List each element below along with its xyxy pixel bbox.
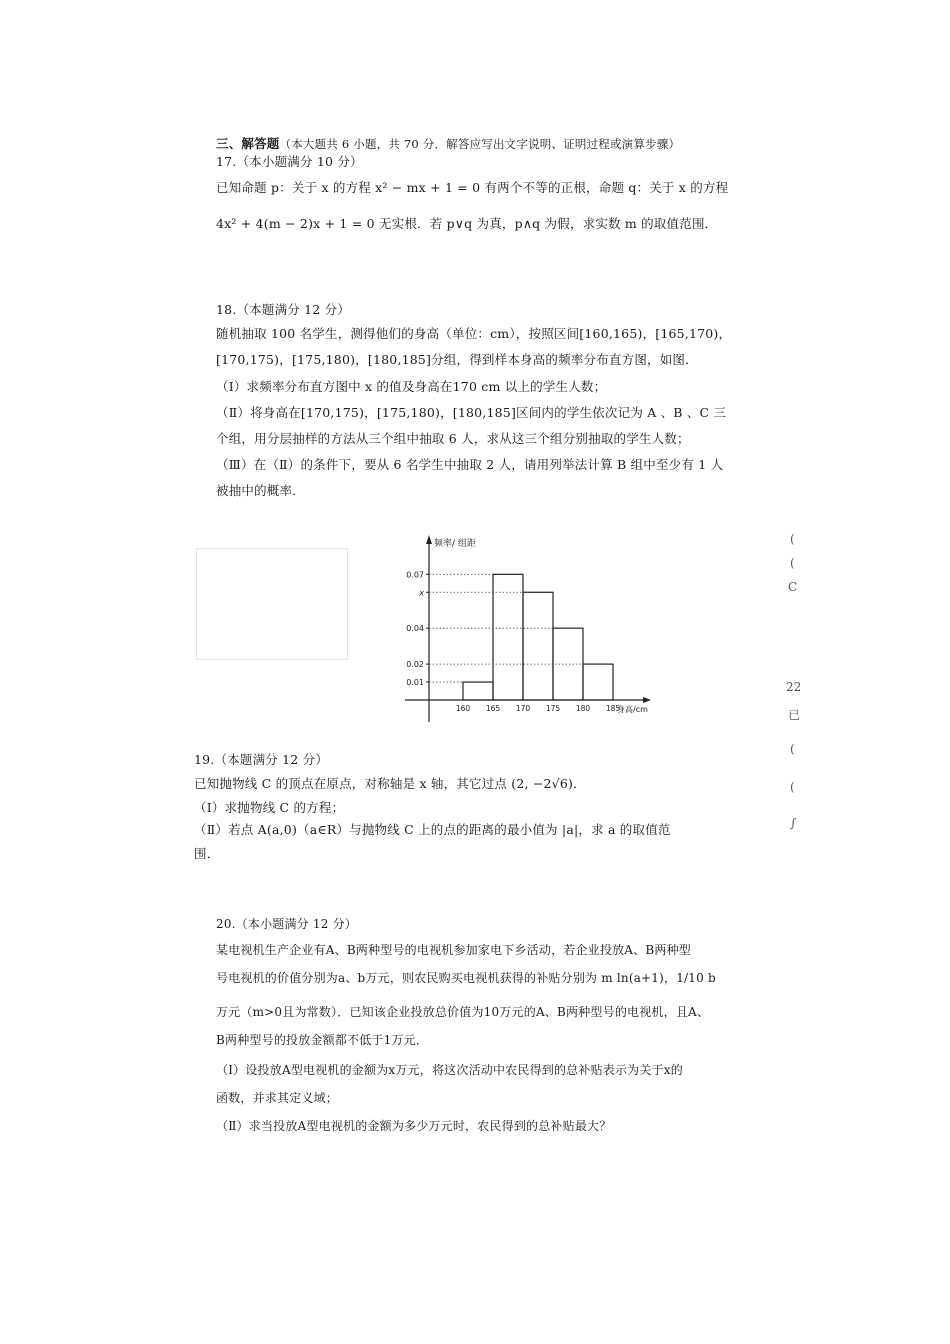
q20-line: （Ⅱ）求当投放A型电视机的金额为多少万元时，农民得到的总补贴最大？ xyxy=(216,1119,612,1133)
q19-title: 19.（本题满分 12 分） xyxy=(194,752,329,767)
y-tick-label: 0.01 xyxy=(406,678,424,688)
q20-line: 万元（m>0且为常数）．已知该企业投放总价值为10万元的A、B两种型号的电视机，且A、 xyxy=(216,1005,710,1019)
x-tick-label: 185 xyxy=(605,704,621,713)
y-tick-label: x xyxy=(419,588,424,598)
q19-line: 围． xyxy=(194,846,220,861)
q18-title: 18.（本题满分 12 分） xyxy=(216,302,351,317)
section-note: （本大题共 6 小题，共 70 分．解答应写出文字说明、证明过程或演算步骤） xyxy=(279,137,681,151)
y-tick-label: 0.02 xyxy=(406,660,424,670)
frequency-histogram xyxy=(405,532,655,732)
margin-glyph: ∫ xyxy=(790,816,797,830)
q19-line: 已知抛物线 C 的顶点在原点，对称轴是 x 轴，其它过点 (2, −2√6)． xyxy=(194,776,586,791)
x-tick-label: 170 xyxy=(515,704,531,713)
q18-line: （Ⅰ）求频率分布直方图中 x 的值及身高在170 cm 以上的学生人数； xyxy=(216,379,607,394)
q18-line: 被抽中的概率． xyxy=(216,483,305,498)
q20-line: B两种型号的投放金额都不低于1万元． xyxy=(216,1033,429,1047)
section-heading xyxy=(216,136,680,152)
q17-line-2: 4x² + 4(m − 2)x + 1 = 0 无实根．若 p∨q 为真，p∧q 为假，求实数 m 的取值范围． xyxy=(216,216,718,231)
y-tick-label: 0.04 xyxy=(406,624,424,634)
histogram-bar xyxy=(523,592,553,700)
q18-line: （Ⅲ）在（Ⅱ）的条件下，要从 6 名学生中抽取 2 人，请用列举法计算 B 组中至少有 1 人 xyxy=(216,457,724,472)
q19-line: （Ⅰ）求抛物线 C 的方程； xyxy=(194,800,345,815)
x-tick-label: 165 xyxy=(485,704,501,713)
histogram-bar xyxy=(493,574,523,700)
margin-glyph: ( xyxy=(790,532,795,546)
x-axis-arrow xyxy=(643,697,651,703)
q19-line: （Ⅱ）若点 A(a,0)（a∈R）与抛物线 C 上的点的距离的最小值为 |a|，求 a 的取值范 xyxy=(194,822,671,837)
q20-line: 号电视机的价值分别为a、b万元，则农民购买电视机获得的补贴分别为 m ln(a+1)，1/10 b xyxy=(216,971,716,985)
q18-line: [170,175)，[175,180)，[180,185]分组，得到样本身高的频率分布直方图，如图． xyxy=(216,352,698,367)
q18-line: （Ⅱ）将身高在[170,175)，[175,180)，[180,185]区间内的学生依次记为 A 、B 、C 三 xyxy=(216,405,727,420)
y-axis-arrow xyxy=(426,535,432,544)
q20-line: （Ⅰ）设投放A型电视机的金额为x万元，将这次活动中农民得到的总补贴表示为关于x的 xyxy=(216,1063,683,1077)
q20-line: 某电视机生产企业有A、B两种型号的电视机参加家电下乡活动，若企业投放A、B两种型 xyxy=(216,943,691,957)
histogram-bar xyxy=(553,628,583,700)
y-axis-label: 频率/ 组距 xyxy=(434,539,476,549)
x-tick-label: 180 xyxy=(575,704,591,713)
section-title: 三、解答题 xyxy=(216,136,280,151)
margin-glyph: C xyxy=(788,580,798,594)
y-tick-label: 0.07 xyxy=(406,570,424,580)
q18-line: 个组，用分层抽样的方法从三个组中抽取 6 人，求从这三个组分别抽取的学生人数； xyxy=(216,431,690,446)
margin-glyph: 已 xyxy=(788,708,801,722)
q18-line: 随机抽取 100 名学生，测得他们的身高（单位：cm），按照区间[160,165)，[165,170)， xyxy=(216,326,732,341)
q20-title: 20.（本小题满分 12 分） xyxy=(216,917,357,931)
x-tick-label: 175 xyxy=(545,704,561,713)
scan-artifact-box xyxy=(196,548,348,660)
margin-glyph: ( xyxy=(790,742,795,756)
x-tick-label: 160 xyxy=(455,704,471,713)
q20-line: 函数，并求其定义域； xyxy=(216,1091,339,1105)
x-axis-label: 身高/cm xyxy=(617,705,648,714)
histogram-bar xyxy=(463,682,493,700)
histogram-bar xyxy=(583,664,613,700)
q17-title: 17.（本小题满分 10 分） xyxy=(216,154,363,169)
margin-glyph: 22 xyxy=(786,680,802,694)
q17-line-1: 已知命题 p：关于 x 的方程 x² − mx + 1 = 0 有两个不等的正根，命题 q：关于 x 的方程 xyxy=(216,180,729,195)
margin-glyph: ( xyxy=(790,556,795,570)
margin-glyph: ( xyxy=(790,780,795,794)
